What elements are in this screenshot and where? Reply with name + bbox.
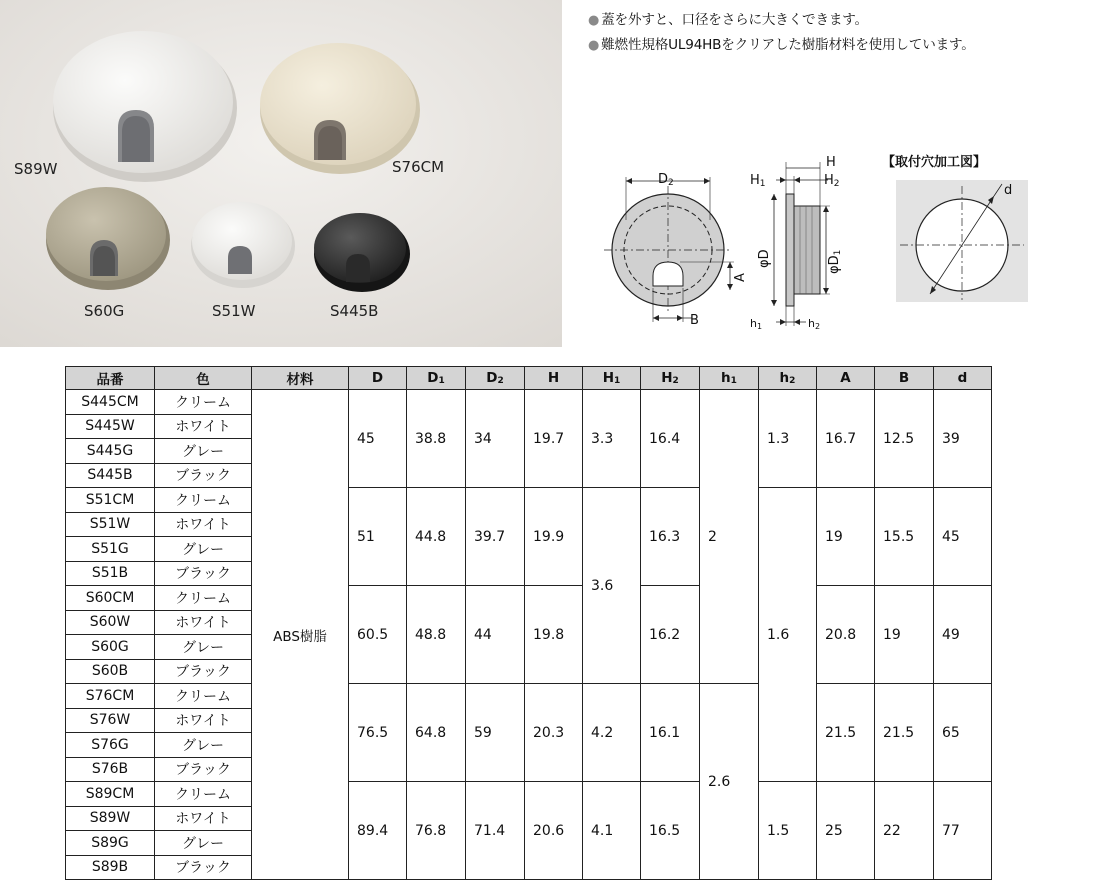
photo-label-s76cm: S76CM (392, 158, 445, 176)
cell-color: クリーム (155, 488, 252, 513)
table-row (66, 488, 992, 513)
table-row (66, 586, 992, 611)
cell-h: 20.6 (525, 782, 583, 880)
cell-code: S51W (66, 512, 155, 537)
feature-notes (588, 8, 1103, 58)
photo-label-s51w: S51W (212, 302, 256, 320)
cell-cut-d: 77 (934, 782, 992, 880)
cell-h1: 3.6 (583, 488, 641, 684)
cell-code: S51B (66, 561, 155, 586)
side-view-drawing (771, 162, 830, 326)
cell-color: グレー (155, 635, 252, 660)
cell-code: S445CM (66, 390, 155, 415)
cell-code: S60W (66, 610, 155, 635)
dim-phid-label: φD (757, 249, 772, 268)
cell-code: S51G (66, 537, 155, 562)
cell-a: 16.7 (817, 390, 875, 488)
cell-code: S76B (66, 757, 155, 782)
cell-code: S445B (66, 463, 155, 488)
cell-cut-d: 49 (934, 586, 992, 684)
cell-d1: 44.8 (407, 488, 466, 586)
cell-color: ブラック (155, 561, 252, 586)
cell-code: S445W (66, 414, 155, 439)
dim-small-h2-label: h2 (808, 317, 821, 331)
cell-a: 21.5 (817, 684, 875, 782)
cell-a: 25 (817, 782, 875, 880)
cell-small-h1: 2 (700, 390, 759, 684)
cell-code: S445G (66, 439, 155, 464)
cell-d2: 39.7 (466, 488, 525, 586)
cell-b: 21.5 (875, 684, 934, 782)
cell-h: 20.3 (525, 684, 583, 782)
cell-cut-d: 65 (934, 684, 992, 782)
cell-code: S89CM (66, 782, 155, 807)
top-view-drawing (604, 177, 734, 322)
cell-cut-d: 45 (934, 488, 992, 586)
dim-h-label: H (826, 155, 836, 170)
cell-color: ブラック (155, 757, 252, 782)
cell-color: グレー (155, 733, 252, 758)
cell-material: ABS樹脂 (252, 390, 349, 880)
header-material: 材料 (252, 367, 349, 390)
cell-color: ホワイト (155, 806, 252, 831)
cell-code: S76G (66, 733, 155, 758)
cell-d: 89.4 (349, 782, 407, 880)
cell-b: 19 (875, 586, 934, 684)
photo-label-s445b: S445B (330, 302, 379, 320)
header-d1: $D_1$ (407, 367, 466, 390)
header-a: A (817, 367, 875, 390)
spec-table (65, 366, 992, 880)
cell-small-h2: 1.6 (759, 488, 817, 782)
header-h2: $H_2$ (641, 367, 700, 390)
cell-code: S89B (66, 855, 155, 880)
cell-h2: 16.5 (641, 782, 700, 880)
cell-b: 15.5 (875, 488, 934, 586)
cell-d1: 48.8 (407, 586, 466, 684)
header-cut-d: d (934, 367, 992, 390)
cell-color: クリーム (155, 586, 252, 611)
cell-d1: 38.8 (407, 390, 466, 488)
cell-color: ホワイト (155, 708, 252, 733)
cell-cut-d: 39 (934, 390, 992, 488)
cell-color: ブラック (155, 463, 252, 488)
cell-d: 60.5 (349, 586, 407, 684)
bullet-icon: ● (588, 13, 600, 28)
photo-label-s89w: S89W (14, 160, 58, 178)
cell-h2: 16.2 (641, 586, 700, 684)
cell-b: 12.5 (875, 390, 934, 488)
cutout-title: 【取付穴加工図】 (882, 155, 987, 170)
cell-d2: 71.4 (466, 782, 525, 880)
cell-d2: 44 (466, 586, 525, 684)
cell-d: 76.5 (349, 684, 407, 782)
table-row (66, 782, 992, 807)
bullet-icon: ● (588, 38, 600, 53)
note-item: ● 難燃性規格UL94HBをクリアした樹脂材料を使用しています。 (588, 37, 975, 53)
cell-h1: 3.3 (583, 390, 641, 488)
cell-b: 22 (875, 782, 934, 880)
cell-color: ホワイト (155, 414, 252, 439)
cell-h2: 16.3 (641, 488, 700, 586)
header-b: B (875, 367, 934, 390)
cell-h: 19.7 (525, 390, 583, 488)
cell-h1: 4.1 (583, 782, 641, 880)
cell-code: S89G (66, 831, 155, 856)
dim-h2-label: H2 (824, 173, 840, 189)
cell-d2: 34 (466, 390, 525, 488)
cell-code: S51CM (66, 488, 155, 513)
photo-label-s60g: S60G (84, 302, 125, 320)
table-row (66, 684, 992, 709)
cell-h1: 4.2 (583, 684, 641, 782)
cell-code: S60B (66, 659, 155, 684)
header-h1: $H_1$ (583, 367, 641, 390)
cell-h2: 16.1 (641, 684, 700, 782)
note-item: ● 蓋を外すと、口径をさらに大きくできます。 (588, 12, 868, 28)
cell-color: ホワイト (155, 610, 252, 635)
cell-code: S60G (66, 635, 155, 660)
table-row (66, 390, 992, 415)
cell-d1: 64.8 (407, 684, 466, 782)
cell-code: S76W (66, 708, 155, 733)
cutout-drawing (896, 180, 1028, 302)
cell-color: クリーム (155, 782, 252, 807)
cell-h2: 16.4 (641, 390, 700, 488)
header-small-h2: $h_2$ (759, 367, 817, 390)
cell-color: ブラック (155, 659, 252, 684)
product-photo (0, 0, 562, 347)
cell-d2: 59 (466, 684, 525, 782)
cell-h: 19.9 (525, 488, 583, 586)
dim-d2-label: D2 (658, 172, 674, 188)
cell-d: 45 (349, 390, 407, 488)
cell-color: クリーム (155, 684, 252, 709)
cell-color: グレー (155, 831, 252, 856)
dim-h1-label: H1 (750, 173, 766, 189)
header-code: 品番 (66, 367, 155, 390)
cell-small-h2: 1.3 (759, 390, 817, 488)
cell-small-h1: 2.6 (700, 684, 759, 880)
cell-code: S60CM (66, 586, 155, 611)
cell-h: 19.8 (525, 586, 583, 684)
table-header-row (66, 367, 992, 390)
cell-a: 20.8 (817, 586, 875, 684)
cell-small-h2: 1.5 (759, 782, 817, 880)
cell-code: S76CM (66, 684, 155, 709)
header-d2: $D_2$ (466, 367, 525, 390)
dim-phid1-label: φD1 (827, 249, 843, 274)
dim-a-label: A (733, 273, 748, 282)
cell-color: ホワイト (155, 512, 252, 537)
dimension-diagram (600, 150, 1100, 340)
dim-small-h1-label: h1 (750, 317, 763, 331)
dim-b-label: B (690, 313, 699, 328)
cutout-d-label: d (1004, 183, 1013, 198)
cell-color: グレー (155, 537, 252, 562)
cell-color: ブラック (155, 855, 252, 880)
header-d: D (349, 367, 407, 390)
cell-color: グレー (155, 439, 252, 464)
cell-d: 51 (349, 488, 407, 586)
cell-color: クリーム (155, 390, 252, 415)
header-small-h1: $h_1$ (700, 367, 759, 390)
cell-d1: 76.8 (407, 782, 466, 880)
header-h: H (525, 367, 583, 390)
cell-code: S89W (66, 806, 155, 831)
header-color: 色 (155, 367, 252, 390)
cell-a: 19 (817, 488, 875, 586)
